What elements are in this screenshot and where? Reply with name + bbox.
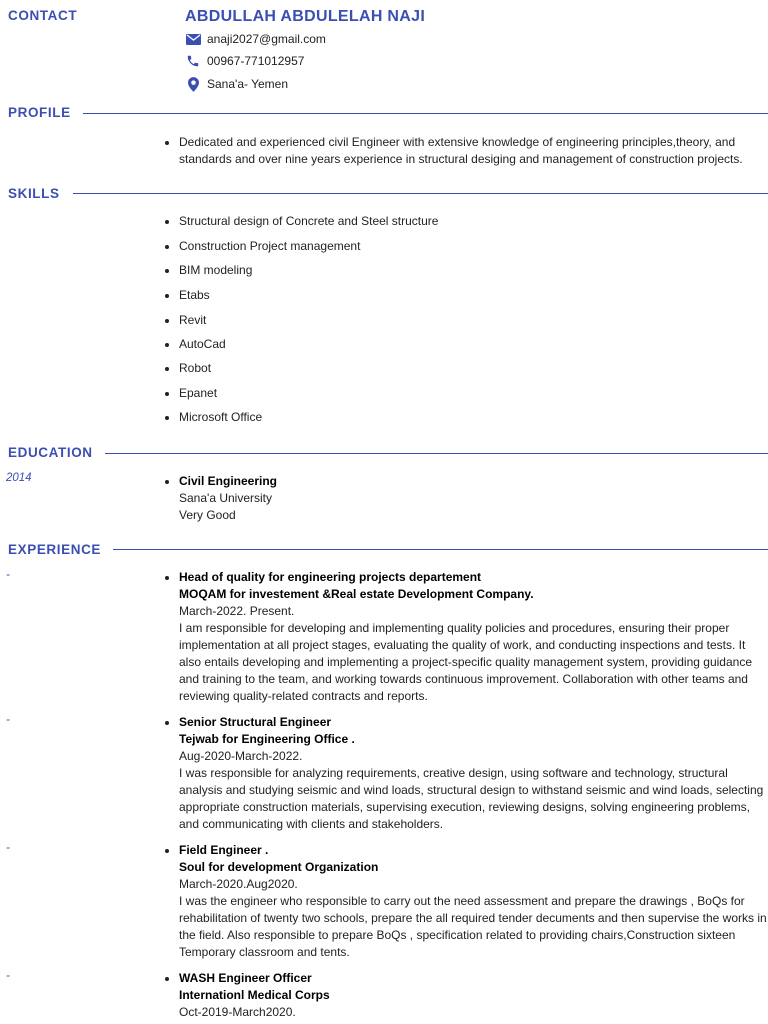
experience-period: March-2020.Aug2020.	[179, 877, 298, 891]
skill-item: AutoCad	[179, 336, 768, 353]
contact-heading: CONTACT	[8, 8, 78, 23]
contact-phone	[185, 53, 304, 69]
experience-entry	[179, 714, 768, 833]
education-school: Sana'a University	[179, 491, 272, 505]
experience-entry	[179, 569, 768, 705]
education-divider	[105, 453, 768, 454]
contact-location	[185, 76, 288, 92]
skill-item: BIM modeling	[179, 262, 768, 279]
experience-role: WASH Engineer Officer	[179, 971, 312, 985]
email-text: anaji2027@gmail.com	[207, 32, 326, 46]
skill-item: Revit	[179, 312, 768, 329]
candidate-name: ABDULLAH ABDULELAH NAJI	[185, 8, 426, 25]
experience-entry	[179, 970, 768, 1021]
profile-line: Dedicated and experienced civil Engineer with extensive knowledge of engineering principles,theory, and	[179, 135, 736, 149]
skill-item: Structural design of Concrete and Steel structure	[179, 213, 768, 230]
experience-entry	[179, 842, 768, 961]
experience-date: -	[6, 842, 10, 854]
experience-date: -	[6, 970, 10, 982]
contact-email	[185, 31, 326, 47]
experience-date: -	[6, 714, 10, 726]
location-pin-icon	[185, 76, 201, 92]
education-year: 2014	[6, 472, 32, 484]
experience-date: -	[6, 569, 10, 581]
experience-period: March-2022. Present.	[179, 604, 295, 618]
experience-role: Field Engineer .	[179, 843, 269, 857]
experience-org: Tejwab for Engineering Office .	[179, 732, 355, 746]
education-entry	[179, 473, 768, 524]
experience-desc: I was the engineer who responsible to carry out the need assessment and prepare the drawings , BoQs for rehabilitation of twenty two schools, prepare the all required tender decuments and then supervise the works in the field. Also responsible to prepare BoQs , specification related to providing chairs,Construction sixteen Temporary classroom and tents.	[179, 894, 767, 959]
experience-org: Internationl Medical Corps	[179, 988, 330, 1002]
skills-heading: SKILLS	[8, 186, 60, 201]
location-text: Sana'a- Yemen	[207, 77, 289, 91]
profile-line: standards and over nine years experience in structural desiging and management of construction projects.	[179, 152, 743, 166]
experience-org: MOQAM for investement &Real estate Development Company.	[179, 587, 534, 601]
education-heading: EDUCATION	[8, 445, 93, 460]
profile-summary	[179, 134, 768, 168]
skills-divider	[73, 193, 768, 194]
profile-divider	[83, 113, 768, 114]
profile-heading: PROFILE	[8, 105, 71, 120]
skill-item: Robot	[179, 360, 768, 377]
experience-desc: I was responsible for analyzing requirements, creative design, using software and technology, structural analysis and studying seismic and wind loads, structural design to withstand seismic and wind loads, selecting appropriate construction materials, supervising execution, reviewing designs, solving engineering problems, and communicating with clients and stakeholders.	[179, 766, 764, 831]
experience-desc: I am responsible for developing and implementing quality policies and procedures, ensuring their proper implementation at all project stages, evaluating the quality of work, and conducting inspections and tests. It also entails developing and implementing a project-specific quality management system, providing guidance and training to the team, and working towards continuous improvement. Collaboration with other teams and reviewing quality-related contracts and reports.	[179, 621, 752, 703]
skill-item: Construction Project management	[179, 238, 768, 255]
education-grade: Very Good	[179, 508, 236, 522]
experience-role: Head of quality for engineering projects departement	[179, 570, 482, 584]
experience-period: Oct-2019-March2020.	[179, 1005, 296, 1019]
phone-text: 00967-771012957	[207, 54, 305, 68]
email-icon	[185, 31, 201, 47]
experience-heading: EXPERIENCE	[8, 542, 102, 557]
experience-divider	[113, 549, 768, 550]
skill-item: Etabs	[179, 287, 768, 304]
experience-period: Aug-2020-March-2022.	[179, 749, 303, 763]
experience-org: Soul for development Organization	[179, 860, 379, 874]
skill-item: Epanet	[179, 385, 768, 402]
phone-icon	[185, 53, 201, 69]
skill-item: Microsoft Office	[179, 409, 768, 426]
experience-role: Senior Structural Engineer	[179, 715, 332, 729]
education-degree: Civil Engineering	[179, 474, 278, 488]
